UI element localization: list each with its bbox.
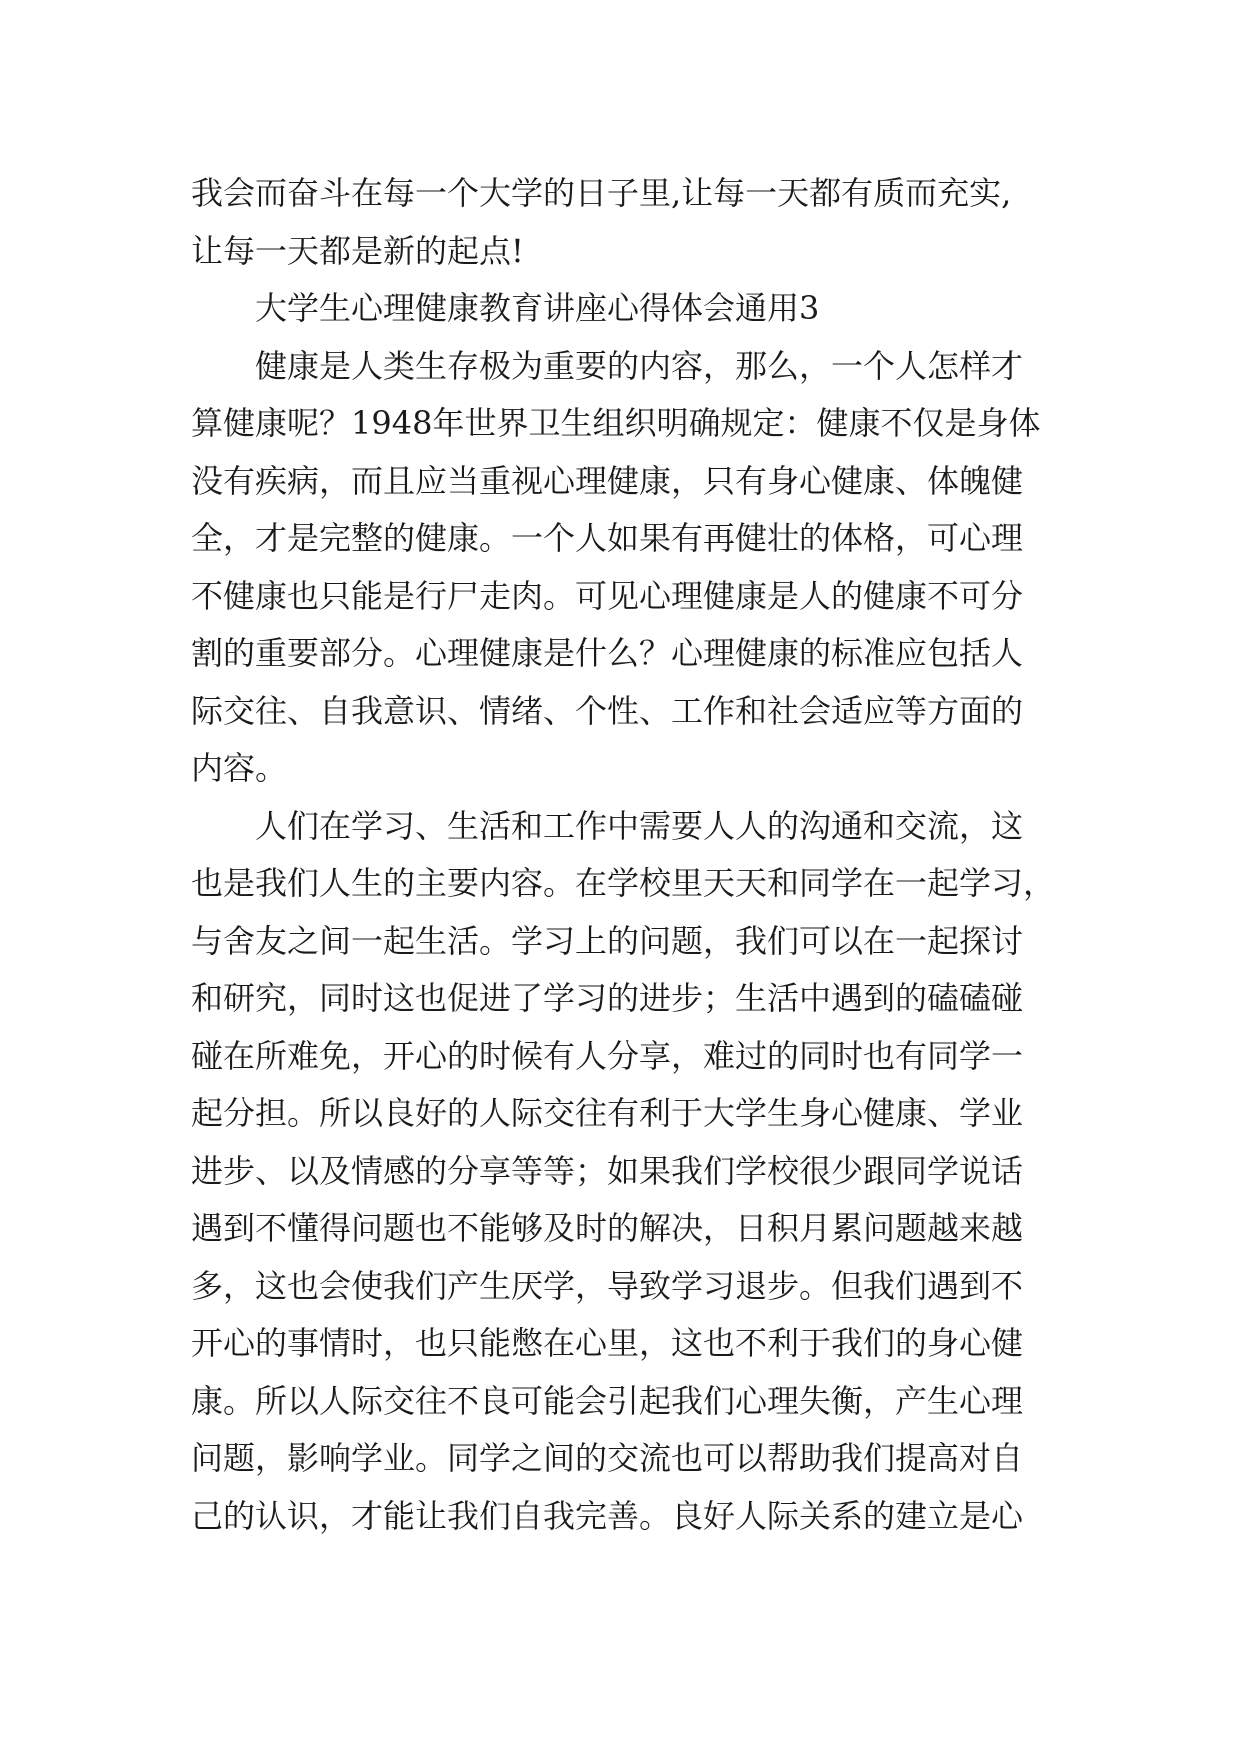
document-body xyxy=(191,165,1091,1545)
text-line: 遇到不懂得问题也不能够及时的解决，日积月累问题越来越 xyxy=(191,1209,1024,1247)
text-line: 多，这也会使我们产生厌学，导致学习退步。但我们遇到不 xyxy=(191,1266,1024,1305)
text-line: 进步、以及情感的分享等等；如果我们学校很少跟同学说话 xyxy=(191,1151,1024,1190)
text-line: 开心的事情时，也只能憋在心里，这也不利于我们的身心健 xyxy=(191,1324,1024,1362)
text-line: 让每一天都是新的起点! xyxy=(191,231,524,270)
text-line: 碰在所难免，开心的时候有人分享，难过的同时也有同学一 xyxy=(191,1036,1024,1075)
text-line: 人们在学习、生活和工作中需要人人的沟通和交流，这 xyxy=(255,806,1024,845)
text-line: 没有疾病，而且应当重视心理健康，只有身心健康、体魄健 xyxy=(191,461,1024,500)
text-line: 和研究，同时这也促进了学习的进步；生活中遇到的磕磕碰 xyxy=(191,979,1024,1017)
text-line: 际交往、自我意识、情绪、个性、工作和社会适应等方面的 xyxy=(191,691,1024,730)
section-heading: 大学生心理健康教育讲座心得体会通用3 xyxy=(255,289,820,327)
text-line: 与舍友之间一起生活。学习上的问题，我们可以在一起探讨 xyxy=(191,921,1024,960)
text-line: 也是我们人生的主要内容。在学校里天天和同学在一起学习， xyxy=(191,864,1056,902)
text-line: 起分担。所以良好的人际交往有利于大学生身心健康、学业 xyxy=(191,1094,1024,1132)
text-line: 问题，影响学业。同学之间的交流也可以帮助我们提高对自 xyxy=(191,1439,1024,1477)
text-line: 不健康也只能是行尸走肉。可见心理健康是人的健康不可分 xyxy=(191,576,1024,615)
text-line: 割的重要部分。心理健康是什么？心理健康的标准应包括人 xyxy=(191,634,1024,672)
text-line: 健康是人类生存极为重要的内容，那么，一个人怎样才 xyxy=(255,346,1024,385)
text-line: 康。所以人际交往不良可能会引起我们心理失衡，产生心理 xyxy=(191,1381,1024,1420)
text-line: 己的认识，才能让我们自我完善。良好人际关系的建立是心 xyxy=(191,1496,1024,1535)
text-line: 内容。 xyxy=(191,749,288,787)
text-line: 全，才是完整的健康。一个人如果有再健壮的体格，可心理 xyxy=(191,519,1024,557)
text-line: 我会而奋斗在每一个大学的日子里,让每一天都有质而充实, xyxy=(191,174,1012,212)
text-line: 算健康呢？1948年世界卫生组织明确规定：健康不仅是身体 xyxy=(191,404,1041,442)
